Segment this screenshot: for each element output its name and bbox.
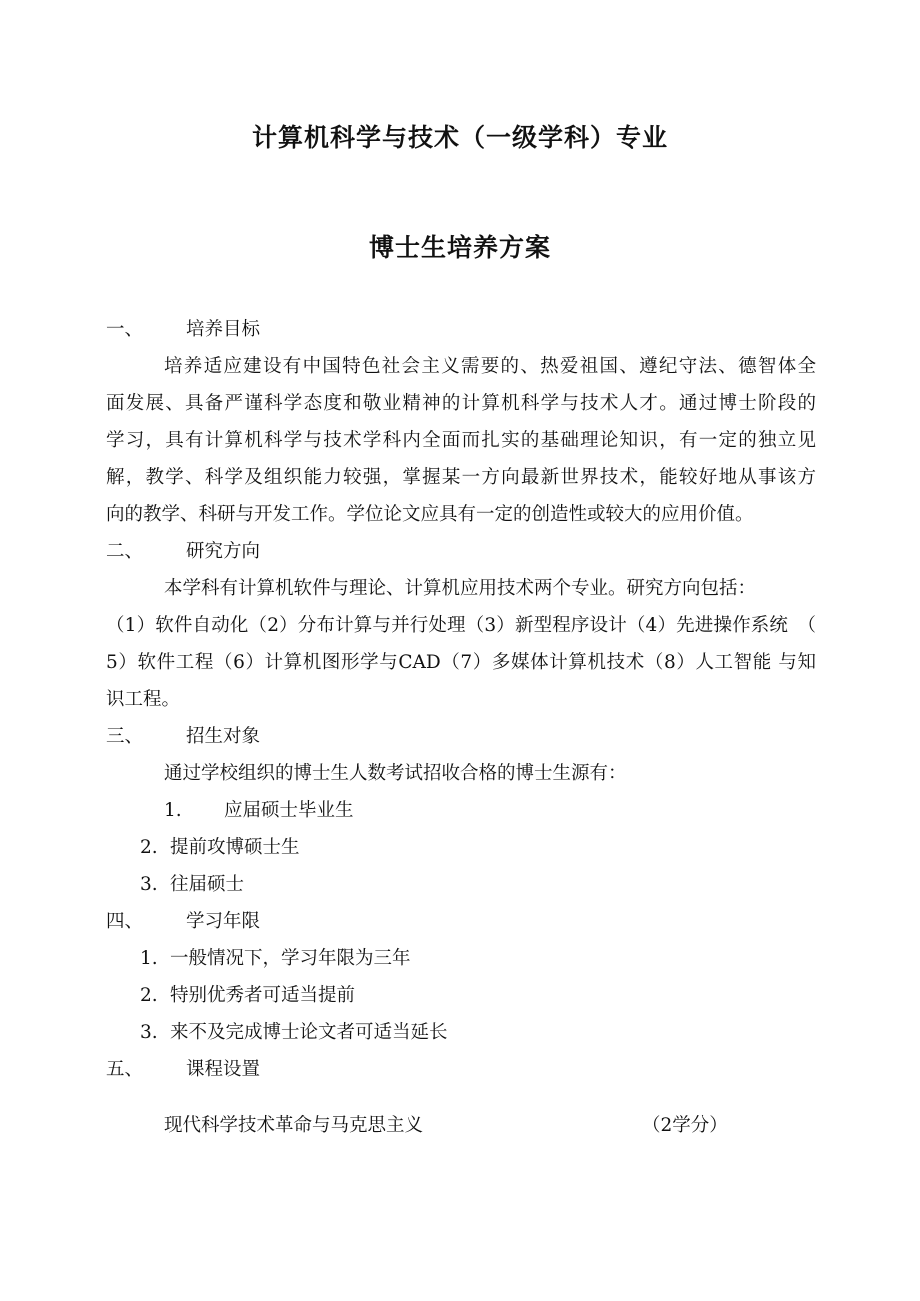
section-2-para-line: 本学科有计算机软件与理论、计算机应用技术两个专业。研究方向包括： <box>164 578 757 599</box>
section-1-heading: 培养目标 <box>186 319 261 340</box>
section-4-heading: 学习年限 <box>186 911 261 932</box>
list-item-number: 3. <box>140 1022 158 1043</box>
list-item-number: 2. <box>140 837 158 858</box>
list-item-text: 特别优秀者可适当提前 <box>170 985 356 1006</box>
list-item-text: 应届硕士毕业生 <box>224 800 354 821</box>
section-1-para-line: 解，教学、科学及组织能力较强，掌握某一方向最新世界技术，能较好地从事该方 <box>106 467 816 488</box>
course-credit: （2学分） <box>642 1115 728 1136</box>
section-4-number: 四、 <box>106 911 144 932</box>
list-item-text: 来不及完成博士论文者可适当延长 <box>170 1022 448 1043</box>
list-item-text: 往届硕士 <box>170 874 245 895</box>
section-1-para-line: 学习，具有计算机科学与技术学科内全面而扎实的基础理论知识，有一定的独立见 <box>106 430 816 451</box>
document-title-line1: 计算机科学与技术（一级学科）专业 <box>251 123 668 152</box>
section-3-number: 三、 <box>106 726 144 747</box>
section-1-number: 一、 <box>106 319 144 340</box>
section-1-para-line: 培养适应建设有中国特色社会主义需要的、热爱祖国、遵纪守法、德智体全 <box>164 356 816 377</box>
list-item-number: 1. <box>140 948 158 969</box>
section-2-para-line: 识工程。 <box>106 689 181 710</box>
list-item-number: 2. <box>140 985 158 1006</box>
section-1-para-line: 向的教学、科研与开发工作。学位论文应具有一定的创造性或较大的应用价值。 <box>106 504 754 525</box>
section-3-intro: 通过学校组织的博士生人数考试招收合格的博士生源有： <box>164 763 627 784</box>
section-1-para-line: 面发展、具备严谨科学态度和敬业精神的计算机科学与技术人才。通过博士阶段的 <box>106 393 816 414</box>
section-2-number: 二、 <box>106 541 144 562</box>
section-2-para-line: 5）软件工程（6）计算机图形学与CAD（7）多媒体计算机技术（8）人工智能 与知 <box>106 652 816 673</box>
document-title-line2: 博士生培养方案 <box>368 233 551 262</box>
section-5-heading: 课程设置 <box>186 1059 261 1080</box>
list-item-number: 3. <box>140 874 158 895</box>
list-item-text: 一般情况下，学习年限为三年 <box>170 948 411 969</box>
section-3-heading: 招生对象 <box>186 726 261 747</box>
section-2-heading: 研究方向 <box>186 541 261 562</box>
section-2-para-line: （1）软件自动化（2）分布计算与并行处理（3）新型程序设计（4）先进操作系统 （ <box>106 615 816 636</box>
list-item-text: 提前攻博硕士生 <box>170 837 300 858</box>
section-5-number: 五、 <box>106 1059 144 1080</box>
course-name: 现代科学技术革命与马克思主义 <box>164 1115 424 1136</box>
list-item-number: 1. <box>164 800 182 821</box>
